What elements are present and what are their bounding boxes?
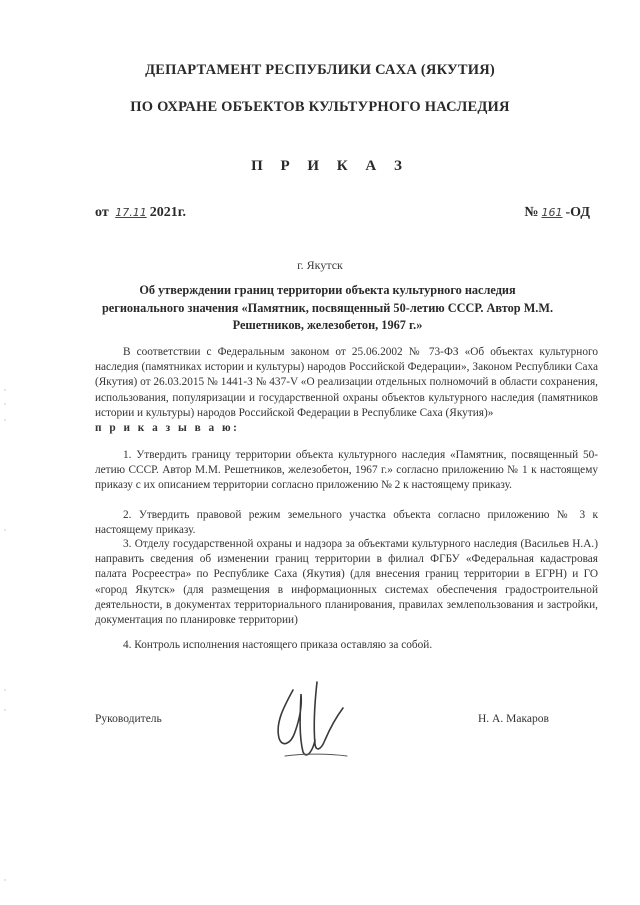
signatory-role: Руководитель (95, 713, 162, 725)
order-item-2-text: 2. Утвердить правовой режим земельного участка объекта согласно приложению № 3 к настоящему приказу. (95, 509, 598, 537)
handwritten-signature (255, 660, 365, 770)
order-number (524, 205, 590, 221)
department-name-line1: ДЕПАРТАМЕНТ РЕСПУБЛИКИ САХА (ЯКУТИЯ) (145, 62, 495, 78)
prikazyvayu-label: п р и к а з ы в а ю: (95, 422, 240, 435)
preamble-text: В соответствии с Федеральным законом от 25.06.2002 № 73-ФЗ «Об объектах культурного наследия (памятниках истории и культуры) народов Российской Федерации», Законом Республики Саха (Якутия) от 26.03.2015 № 1441-З № 437-V «О реализации отдельных полномочий в области сохранения, использования, популяризации и государственной охраны объектов культурного наследия (памятников истории и культуры) народов Российской Федерации в Республике Саха (Якутия)» (95, 346, 598, 419)
order-item-1-text: 1. Утвердить границу территории объекта культурного наследия «Памятник, посвященный 50-летию СССР. Автор М.М. Решетников, железобетон, 1967 г.» согласно приложению № 1 к настоящему приказу с их описанием территории согласно приложению № 2 к настоящему приказу. (95, 449, 598, 492)
department-name-line2: ПО ОХРАНЕ ОБЪЕКТОВ КУЛЬТУРНОГО НАСЛЕДИЯ (130, 99, 510, 115)
order-item-1 (95, 448, 598, 494)
order-item-3 (95, 537, 598, 628)
order-date (95, 205, 186, 221)
handwritten-date: 17.11 (115, 206, 147, 219)
document-type-title: П Р И К А З (251, 158, 409, 174)
order-subject: Об утверждении границ территории объекта культурного наследия регионального значения «Памятник, посвященный 50-летию СССР. Автор М.М. Решетников, железобетон, 1967 г.» (101, 283, 554, 332)
order-item-4 (95, 638, 598, 653)
order-item-4-text: 4. Контроль исполнения настоящего приказа оставляю за собой. (123, 639, 433, 651)
signatory-name: Н. А. Макаров (478, 713, 549, 725)
order-item-3-text: 3. Отделу государственной охраны и надзора за объектами культурного наследия (Васильев Н.А.) направить сведения об изменении границ территории в филиал ФГБУ «Федеральная кадастровая палата Росреестра» по Республике Саха (Якутия) (для внесения границ территории в ЕГРН) и ГО «город Якутск» (для размещения в информационных системах обеспечения градостроительной деятельности, в документах территориального планирования, правилах землепользования и застройки, документация по планировке территории) (95, 538, 598, 627)
date-prefix: от (95, 205, 109, 220)
order-item-2 (95, 508, 598, 538)
preamble-paragraph (95, 345, 598, 436)
scan-margin-marks (2, 380, 8, 900)
date-year: 2021г. (149, 205, 186, 220)
city-name: г. Якутск (297, 258, 343, 272)
number-suffix: -ОД (565, 205, 590, 220)
number-prefix: № (524, 205, 539, 220)
handwritten-number: 161 (541, 206, 563, 219)
